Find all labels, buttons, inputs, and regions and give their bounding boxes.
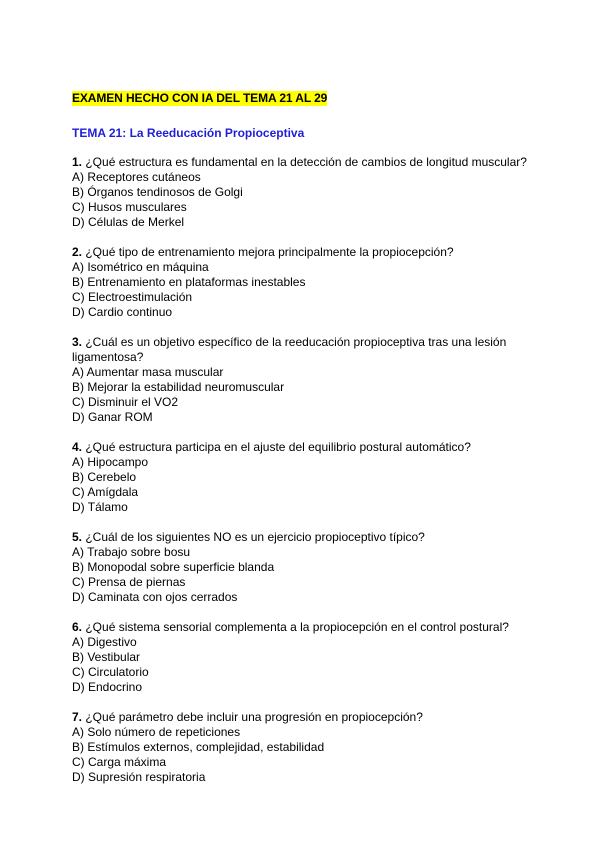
answer-option: B) Entrenamiento en plataformas inestables — [72, 275, 306, 289]
question-block — [72, 245, 540, 320]
question-number: 2. — [72, 245, 83, 259]
question-block — [72, 530, 540, 605]
question-stem: ¿Qué tipo de entrenamiento mejora principalmente la propiocepción? — [82, 245, 454, 259]
answer-option: A) Isométrico en máquina — [72, 260, 209, 274]
answer-option: D) Caminata con ojos cerrados — [72, 590, 238, 604]
question-text — [72, 155, 540, 170]
answer-option: B) Órganos tendinosos de Golgi — [72, 185, 243, 199]
answer-option: A) Hipocampo — [72, 455, 149, 469]
question-block — [72, 710, 540, 785]
answer-option: A) Solo número de repeticiones — [72, 725, 241, 739]
question-text — [72, 440, 540, 455]
answer-option: D) Endocrino — [72, 680, 143, 694]
question-list — [72, 155, 540, 785]
question-text — [72, 530, 540, 545]
answer-option: A) Receptores cutáneos — [72, 170, 201, 184]
answer-option: A) Aumentar masa muscular — [72, 365, 224, 379]
question-stem: ¿Cuál de los siguientes NO es un ejercicio propioceptivo típico? — [82, 530, 425, 544]
answer-option: D) Células de Merkel — [72, 215, 185, 229]
question-block — [72, 335, 540, 425]
question-number: 3. — [72, 335, 83, 349]
answer-option: D) Supresión respiratoria — [72, 770, 206, 784]
question-text — [72, 710, 540, 725]
question-number: 5. — [72, 530, 83, 544]
question-number: 1. — [72, 155, 83, 169]
answer-option: C) Amígdala — [72, 485, 139, 499]
answer-option: A) Digestivo — [72, 635, 137, 649]
question-number: 4. — [72, 440, 83, 454]
question-stem: ¿Qué parámetro debe incluir una progresión en propiocepción? — [82, 710, 423, 724]
question-text — [72, 245, 540, 260]
answer-option: C) Electroestimulación — [72, 290, 193, 304]
question-stem: ¿Qué estructura es fundamental en la detección de cambios de longitud muscular? — [82, 155, 527, 169]
question-block — [72, 155, 540, 230]
answer-option: D) Cardio continuo — [72, 305, 173, 319]
question-number: 6. — [72, 620, 83, 634]
answer-option: C) Husos musculares — [72, 200, 187, 214]
answer-option: D) Ganar ROM — [72, 410, 153, 424]
answer-option: B) Cerebelo — [72, 470, 137, 484]
question-stem: ¿Qué estructura participa en el ajuste del equilibrio postural automático? — [82, 440, 471, 454]
section-title: TEMA 21: La Reeducación Propioceptiva — [72, 126, 305, 140]
answer-option: A) Trabajo sobre bosu — [72, 545, 191, 559]
answer-option: B) Monopodal sobre superficie blanda — [72, 560, 275, 574]
answer-option: B) Vestibular — [72, 650, 141, 664]
answer-option: C) Prensa de piernas — [72, 575, 186, 589]
question-block — [72, 440, 540, 515]
question-stem: ¿Cuál es un objetivo específico de la reeducación propioceptiva tras una lesión ligamentosa? — [72, 335, 507, 364]
answer-option: B) Mejorar la estabilidad neuromuscular — [72, 380, 285, 394]
question-text — [72, 335, 540, 365]
answer-option: C) Circulatorio — [72, 665, 149, 679]
question-stem: ¿Qué sistema sensorial complementa a la propiocepción en el control postural? — [82, 620, 509, 634]
answer-option: C) Disminuir el VO2 — [72, 395, 179, 409]
question-number: 7. — [72, 710, 83, 724]
exam-title: EXAMEN HECHO CON IA DEL TEMA 21 AL 29 — [72, 91, 328, 105]
answer-option: B) Estímulos externos, complejidad, estabilidad — [72, 740, 325, 754]
question-text — [72, 620, 540, 635]
question-block — [72, 620, 540, 695]
answer-option: C) Carga máxima — [72, 755, 167, 769]
answer-option: D) Tálamo — [72, 500, 128, 514]
